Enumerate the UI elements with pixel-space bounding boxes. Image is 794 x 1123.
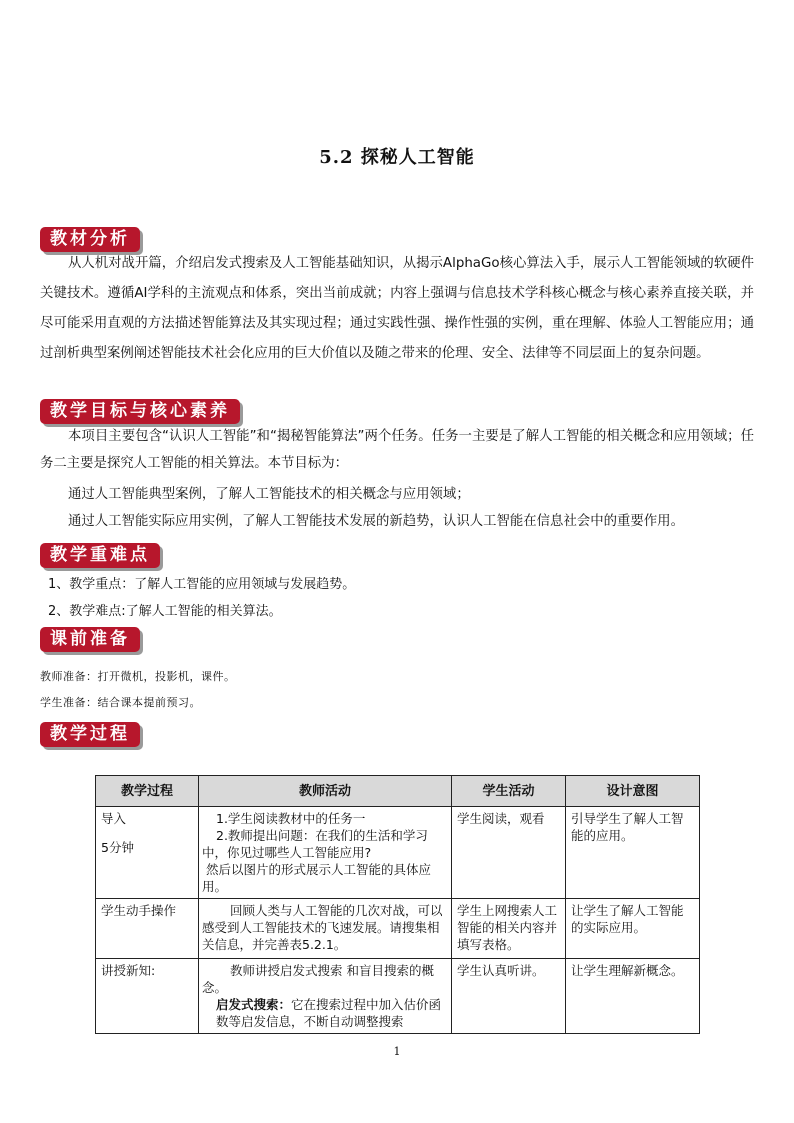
teacher-cell [199,899,452,959]
student-cell: 学生阅读，观看 [452,807,566,899]
section-heading-analysis: 教材分析 [40,227,140,252]
student-cell: 学生上网搜索人工智能的相关内容并填写表格。 [452,899,566,959]
student-cell: 学生认真听讲。 [452,959,566,1034]
teacher-step-3: 然后以图片的形式展示人工智能的具体应用。 [202,862,432,894]
intent-cell: 让学生了解人工智能的实际应用。 [566,899,700,959]
analysis-paragraph: 从人机对战开篇，介绍启发式搜索及人工智能基础知识，从揭示AlphaGo核心算法入手，展示人工智能领域的软硬件关键技术。遵循AI学科的主流观点和体系，突出当前成就；内容上强调与信息技术学科核心概念与核心素养直接关联，并尽可能采用直观的方法描述智能算法及其实现过程；通过实践性强、操作性强的实例，重在理解、体验人工智能应用；通过剖析典型案例阐述智能技术社会化应用的巨大价值以及随之带来的伦理、安全、法律等不同层面上的复杂问题。 [40,256,754,361]
stage-cell [96,807,199,899]
teacher-cell [199,959,452,1034]
section-heading-key-points: 教学重难点 [40,543,160,568]
teacher-step-1: 教师讲授启发式搜索 和盲目搜索的概念。 [202,963,434,995]
goal-item-2: 通过人工智能实际应用实例，了解人工智能技术发展的新趋势，认识人工智能在信息社会中的重要作用。 [68,514,684,529]
goals-intro: 本项目主要包含“认识人工智能”和“揭秘智能算法”两个任务。任务一主要是了解人工智能的相关概念和应用领域；任务二主要是探究人工智能的相关算法。本节目标为： [40,429,754,471]
process-table [95,775,700,1034]
goal-item-1: 通过人工智能典型案例，了解人工智能技术的相关概念与应用领域； [68,487,470,502]
teacher-preparation: 教师准备：打开微机，投影机，课件。 [40,670,236,683]
stage-cell: 讲授新知: [96,959,199,1034]
teacher-step-1: 1.学生阅读教材中的任务一 [216,811,366,826]
intent-cell: 引导学生了解人工智能的应用。 [566,807,700,899]
key-point: 1、教学重点：了解人工智能的应用领域与发展趋势。 [48,577,356,592]
stage-cell: 学生动手操作 [96,899,199,959]
section-heading-preparation: 课前准备 [40,627,140,652]
table-row [96,959,700,1034]
table-header: 教学过程 [96,776,199,807]
table-header-row [96,776,700,807]
section-heading-goals: 教学目标与核心素养 [40,399,240,424]
stage-label: 导入 [101,811,127,826]
table-header: 学生活动 [452,776,566,807]
teacher-step-2: 2.教师提出问题：在我们的生活和学习中，你见过哪些人工智能应用? [202,828,428,860]
table-header: 设计意图 [566,776,700,807]
stage-duration: 5分钟 [101,840,134,855]
section-heading-process: 教学过程 [40,722,140,747]
page-number: 1 [393,1045,401,1058]
teacher-cell [199,807,452,899]
page-title: 5.2 探秘人工智能 [319,147,475,168]
keyword-heuristic-search: 启发式搜索： [216,997,292,1012]
teacher-step-1: 回顾人类与人工智能的几次对战，可以感受到人工智能技术的飞速发展。请搜集相关信息，并完善表5.2.1。 [202,903,443,952]
teacher-step-2 [202,996,446,1030]
intent-cell: 让学生理解新概念。 [566,959,700,1034]
table-row [96,899,700,959]
teacher-step-2-text: 它在搜索过程中加入估价函数等启发信息，不断自动调整搜索 [216,997,442,1029]
difficult-point: 2、教学难点:了解人工智能的相关算法。 [48,604,282,619]
student-preparation: 学生准备：结合课本提前预习。 [40,696,201,709]
table-row [96,807,700,899]
table-header: 教师活动 [199,776,452,807]
